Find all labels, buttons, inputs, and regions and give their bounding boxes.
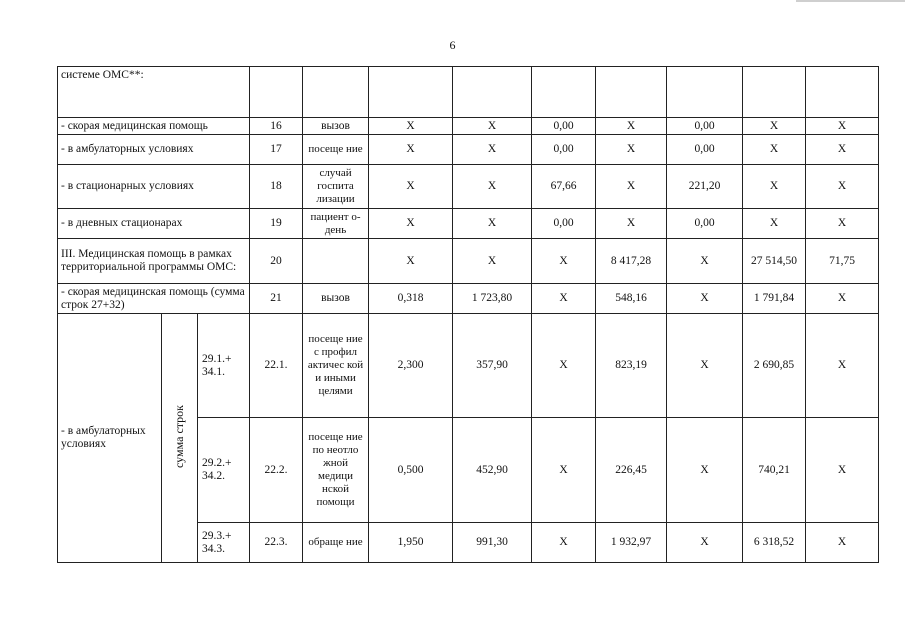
value-cell: 27 514,50 (743, 239, 806, 284)
value-cell (667, 67, 743, 118)
value-cell: X (453, 209, 532, 239)
row-label: - скорая медицинская помощь (сумма строк 27+32) (58, 284, 250, 314)
value-cell: X (453, 118, 532, 135)
value-cell: 548,16 (596, 284, 667, 314)
row-number: 20 (250, 239, 303, 284)
value-cell: X (743, 135, 806, 165)
value-cell: 0,00 (667, 135, 743, 165)
value-cell: 1,950 (369, 523, 453, 563)
row-number: 19 (250, 209, 303, 239)
value-cell: X (596, 209, 667, 239)
unit-cell: случай госпита лизации (303, 165, 369, 209)
value-cell: X (596, 135, 667, 165)
ambulatory-label: - в амбулаторных условиях (58, 314, 162, 563)
row-number (250, 67, 303, 118)
row-number: 22.2. (250, 418, 303, 523)
row-label: - в амбулаторных условиях (58, 135, 250, 165)
value-cell: 357,90 (453, 314, 532, 418)
value-cell: 1 723,80 (453, 284, 532, 314)
value-cell: X (596, 118, 667, 135)
value-cell (532, 67, 596, 118)
value-cell: X (369, 209, 453, 239)
value-cell: X (667, 284, 743, 314)
row-label: системе ОМС**: (58, 67, 250, 118)
table-row (58, 284, 879, 314)
unit-cell: вызов (303, 118, 369, 135)
value-cell: 221,20 (667, 165, 743, 209)
sum-rows-label: сумма строк (172, 404, 186, 468)
value-cell: X (532, 314, 596, 418)
value-cell: X (743, 209, 806, 239)
page-number: 6 (449, 38, 456, 52)
row-number: 16 (250, 118, 303, 135)
sub-rows-cell: 29.3.+ 34.3. (198, 523, 250, 563)
sub-rows-cell: 29.2.+ 34.2. (198, 418, 250, 523)
top-edge-line (796, 0, 905, 2)
value-cell: X (532, 523, 596, 563)
value-cell: 0,00 (532, 118, 596, 135)
value-cell: X (667, 239, 743, 284)
value-cell: 2 690,85 (743, 314, 806, 418)
value-cell: X (532, 418, 596, 523)
value-cell: X (806, 314, 879, 418)
table-row (58, 239, 879, 284)
unit-cell (303, 67, 369, 118)
row-label: - скорая медицинская помощь (58, 118, 250, 135)
table-row (58, 67, 879, 118)
table-row (58, 135, 879, 165)
value-cell: X (806, 284, 879, 314)
table-row (58, 165, 879, 209)
value-cell: 71,75 (806, 239, 879, 284)
value-cell: 2,300 (369, 314, 453, 418)
value-cell: X (369, 239, 453, 284)
unit-cell: посеще ние (303, 135, 369, 165)
value-cell (743, 67, 806, 118)
value-cell: X (806, 209, 879, 239)
row-number: 22.3. (250, 523, 303, 563)
value-cell: X (806, 418, 879, 523)
value-cell: 0,00 (532, 135, 596, 165)
value-cell: X (453, 165, 532, 209)
value-cell: X (743, 165, 806, 209)
value-cell: 740,21 (743, 418, 806, 523)
row-number: 17 (250, 135, 303, 165)
value-cell: X (532, 284, 596, 314)
unit-cell: посеще ние с профил актичес кой и иными целями (303, 314, 369, 418)
value-cell: 0,500 (369, 418, 453, 523)
table-row (58, 118, 879, 135)
value-cell: X (806, 118, 879, 135)
value-cell: 0,318 (369, 284, 453, 314)
value-cell: X (369, 135, 453, 165)
value-cell: 823,19 (596, 314, 667, 418)
value-cell: 8 417,28 (596, 239, 667, 284)
value-cell: X (806, 523, 879, 563)
row-label: - в стационарных условиях (58, 165, 250, 209)
value-cell: X (667, 418, 743, 523)
value-cell: 1 791,84 (743, 284, 806, 314)
value-cell: X (596, 165, 667, 209)
value-cell: 0,00 (532, 209, 596, 239)
value-cell: X (369, 118, 453, 135)
row-label: III. Медицинская помощь в рамках территориальной программы ОМС: (58, 239, 250, 284)
row-number: 21 (250, 284, 303, 314)
row-number: 22.1. (250, 314, 303, 418)
value-cell: 6 318,52 (743, 523, 806, 563)
value-cell (596, 67, 667, 118)
row-number: 18 (250, 165, 303, 209)
value-cell: X (806, 135, 879, 165)
unit-cell: пациент о-день (303, 209, 369, 239)
table-row (58, 209, 879, 239)
value-cell: 452,90 (453, 418, 532, 523)
value-cell: 1 932,97 (596, 523, 667, 563)
value-cell: X (667, 314, 743, 418)
value-cell (369, 67, 453, 118)
value-cell: X (453, 135, 532, 165)
sub-rows-cell: 29.1.+ 34.1. (198, 314, 250, 418)
row-label: - в дневных стационарах (58, 209, 250, 239)
tariff-table (57, 66, 879, 563)
value-cell: 226,45 (596, 418, 667, 523)
unit-cell: вызов (303, 284, 369, 314)
value-cell: X (453, 239, 532, 284)
table-row (58, 314, 879, 418)
value-cell: 991,30 (453, 523, 532, 563)
value-cell: X (667, 523, 743, 563)
value-cell: X (369, 165, 453, 209)
value-cell: 0,00 (667, 118, 743, 135)
value-cell: X (743, 118, 806, 135)
unit-cell: обраще ние (303, 523, 369, 563)
value-cell: 0,00 (667, 209, 743, 239)
value-cell (453, 67, 532, 118)
unit-cell (303, 239, 369, 284)
value-cell: X (806, 165, 879, 209)
unit-cell: посеще ние по неотло жной медици нской помощи (303, 418, 369, 523)
value-cell: 67,66 (532, 165, 596, 209)
sum-rows-label-cell (162, 314, 198, 563)
value-cell: X (532, 239, 596, 284)
value-cell (806, 67, 879, 118)
